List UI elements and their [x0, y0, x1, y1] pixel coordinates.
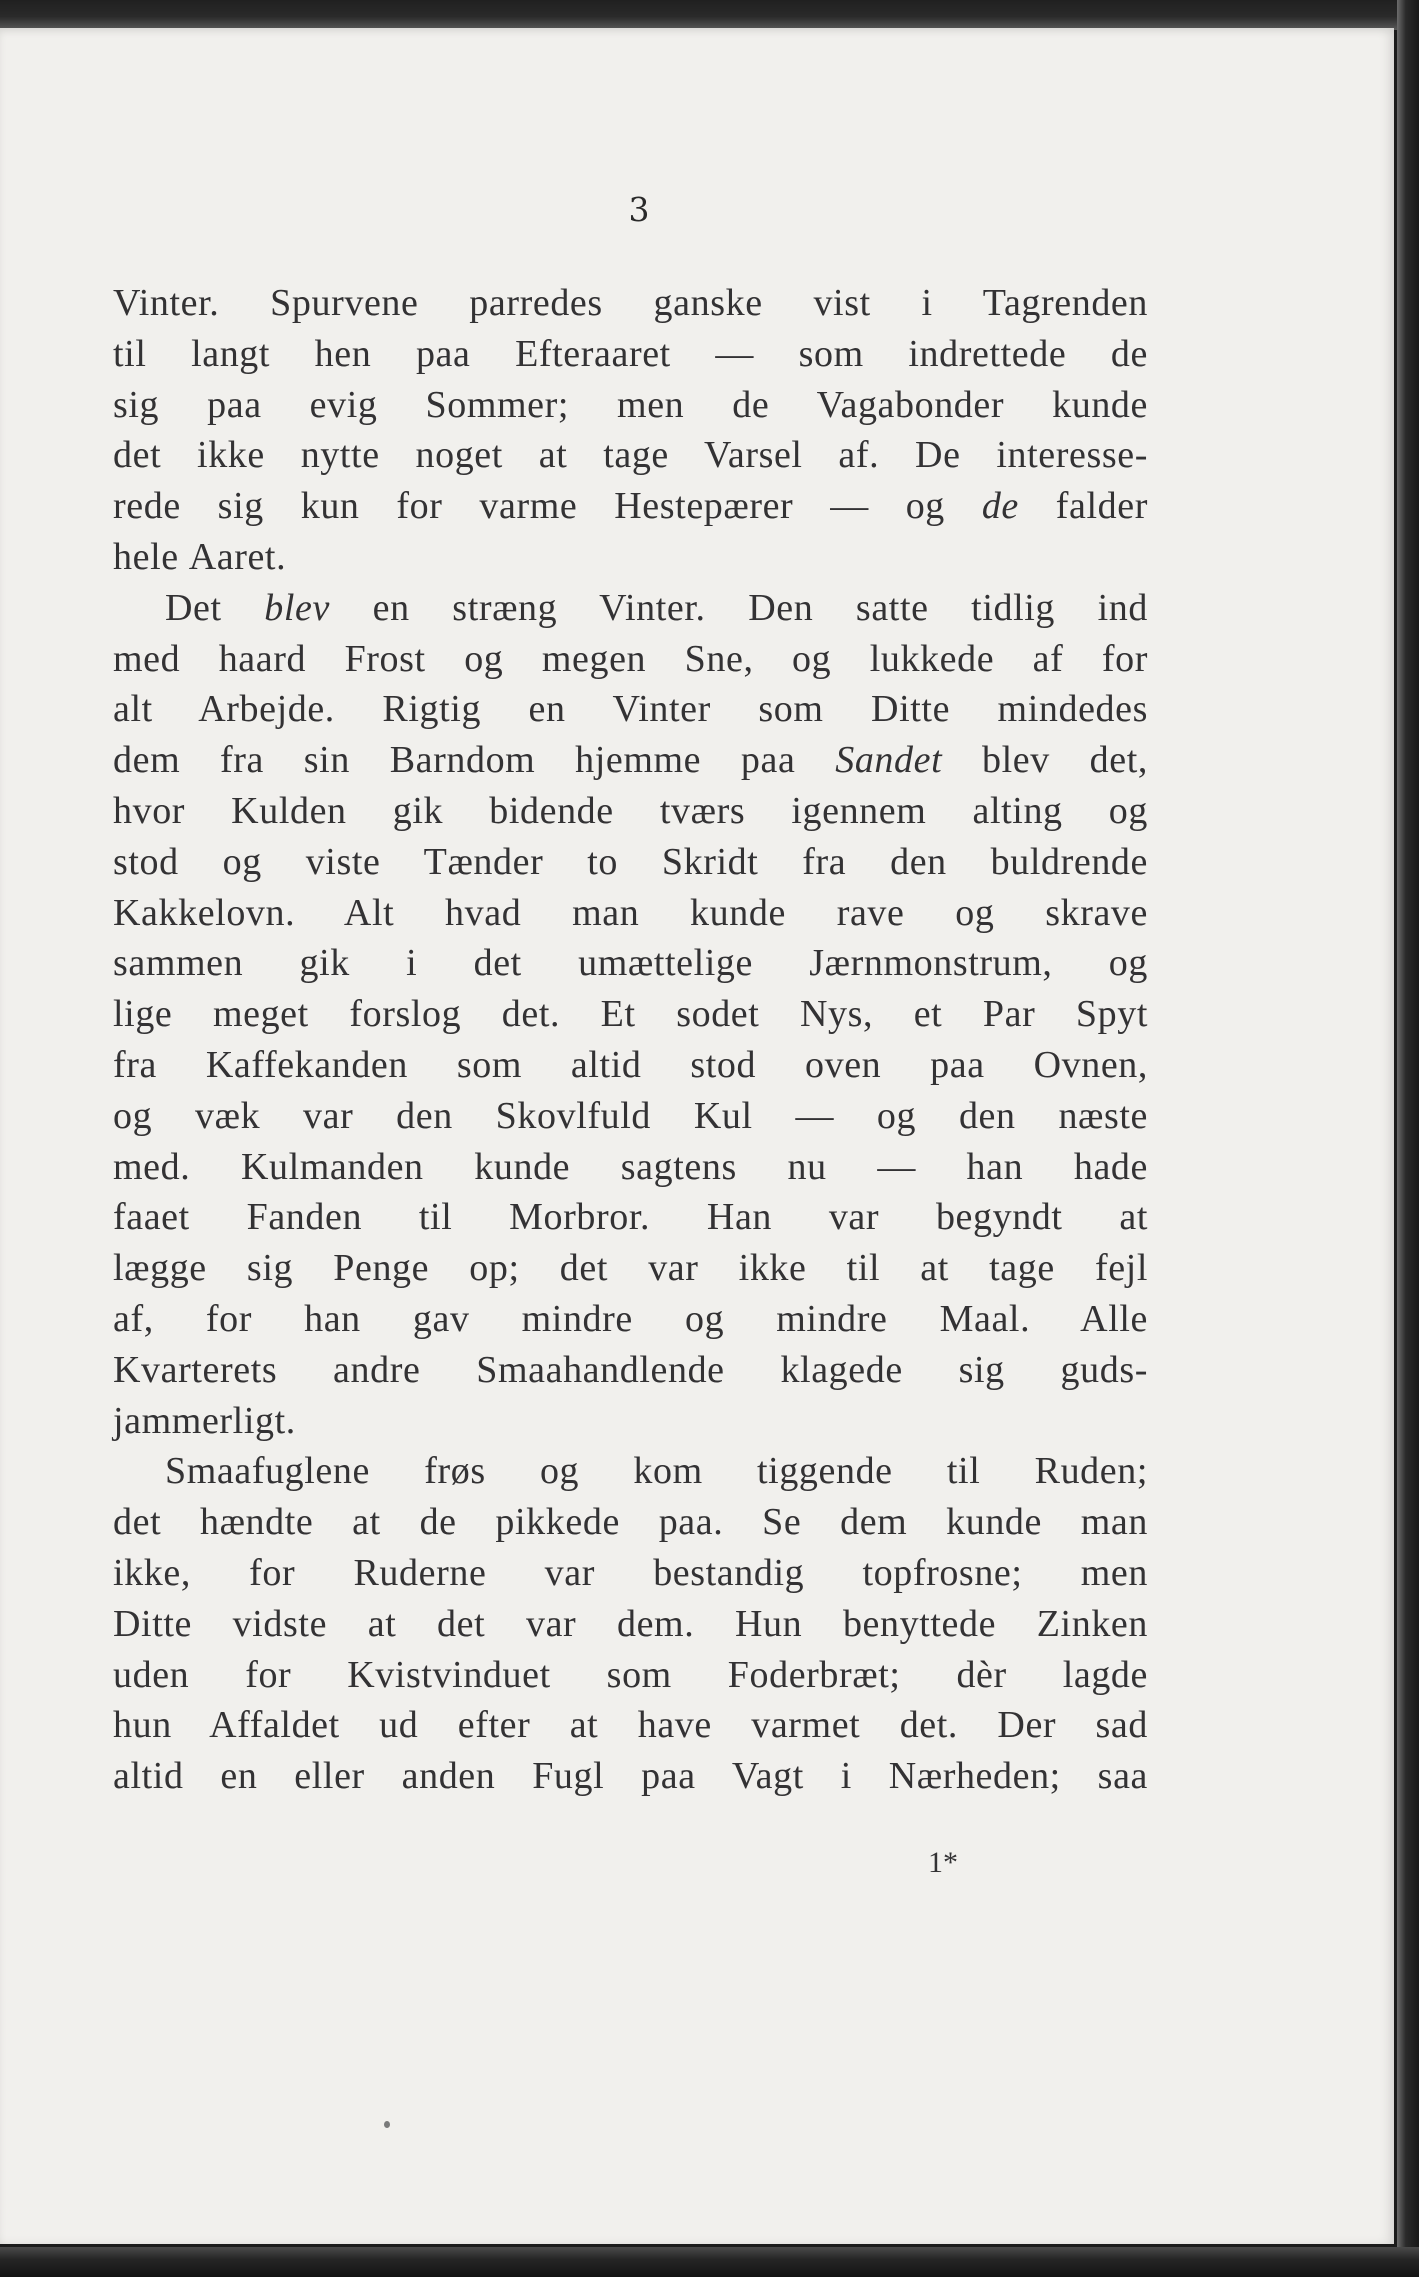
page-number: 3 [628, 190, 650, 229]
text-line: til langt hen paa Efteraaret — som indrettede de [113, 332, 1148, 375]
text-fragment: Det [165, 586, 265, 629]
text-fragment: en stræng Vinter. Den satte tidlig ind [330, 586, 1148, 629]
italic-word: blev [264, 586, 330, 629]
text-line: lægge sig Penge op; det var ikke til at tage fejl [113, 1247, 1148, 1290]
text-line: altid en eller anden Fugl paa Vagt i Nærheden; saa [113, 1755, 1148, 1798]
text-line: sammen gik i det umættelige Jærnmonstrum, og [113, 942, 1148, 985]
text-fragment: dem fra sin Barndom hjemme paa [113, 739, 836, 782]
text-line: Ditte vidste at det var dem. Hun benyttede Zinken [113, 1602, 1148, 1645]
book-page [0, 28, 1394, 2244]
body-text [113, 278, 1148, 1802]
text-line: hvor Kulden gik bidende tværs igennem alting og [113, 789, 1148, 832]
text-line: Vinter. Spurvene parredes ganske vist i Tagrenden [113, 282, 1148, 324]
scan-bottom-edge [0, 2247, 1419, 2277]
text-line: det ikke nytte noget at tage Varsel af. De interesse- [113, 434, 1148, 477]
italic-word: Sandet [835, 739, 943, 782]
text-line: Kakkelovn. Alt hvad man kunde rave og skrave [113, 891, 1148, 934]
text-line: ikke, for Ruderne var bestandig topfrosne; men [113, 1551, 1148, 1594]
text-fragment: falder [1018, 485, 1148, 528]
italic-word: de [981, 485, 1019, 528]
text-line: hun Affaldet ud efter at have varmet det. Der sad [113, 1704, 1148, 1747]
text-line: af, for han gav mindre og mindre Maal. Alle [113, 1297, 1148, 1340]
text-line: hele Aaret. [113, 535, 287, 578]
text-line: det hændte at de pikkede paa. Se dem kunde man [113, 1501, 1148, 1544]
text-line [113, 481, 1148, 532]
text-line: med haard Frost og megen Sne, og lukkede af for [113, 637, 1148, 680]
text-line: uden for Kvistvinduet som Foderbræt; dèr lagde [113, 1653, 1148, 1696]
text-line: faaet Fanden til Morbror. Han var begyndt at [113, 1196, 1148, 1239]
text-line: Smaafuglene frøs og kom tiggende til Ruden; [165, 1450, 1148, 1493]
text-line: alt Arbejde. Rigtig en Vinter som Ditte mindedes [113, 688, 1148, 731]
text-line: lige meget forslog det. Et sodet Nys, et Par Spyt [113, 993, 1148, 1036]
text-line: med. Kulmanden kunde sagtens nu — han hade [113, 1145, 1148, 1188]
scan-top-edge [0, 0, 1419, 30]
text-line [113, 735, 1148, 786]
paper-speck [384, 2121, 390, 2128]
text-line: og væk var den Skovlfuld Kul — og den næste [113, 1094, 1148, 1137]
text-fragment: rede sig kun for varme Hestepærer — og [113, 485, 982, 528]
text-line: sig paa evig Sommer; men de Vagabonder kunde [113, 383, 1148, 426]
text-line: jammerligt. [113, 1399, 296, 1442]
text-fragment: blev det, [942, 739, 1148, 782]
text-line: fra Kaffekanden som altid stod oven paa Ovnen, [113, 1043, 1148, 1086]
text-line: stod og viste Tænder to Skridt fra den buldrende [113, 840, 1148, 883]
scan-right-edge [1397, 0, 1419, 2277]
text-line: Kvarterets andre Smaahandlende klagede sig guds- [113, 1348, 1148, 1391]
signature-mark: 1* [928, 1846, 958, 1879]
text-line [113, 583, 1148, 634]
